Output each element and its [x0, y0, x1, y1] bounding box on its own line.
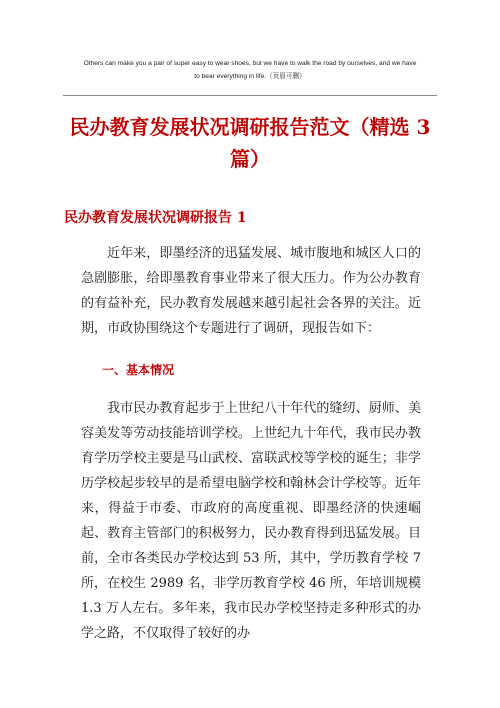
- header-divider: [63, 95, 437, 96]
- intro-paragraph: 近年来，即墨经济的迅猛发展、城市腹地和城区人口的急剧膨胀，给即墨教育事业带来了很大压力。作为公办教育的有益补充，民办教育发展越来越引起社会各界的关注。近期，市政协围绕这个专题进行了调研，现报告如下：: [81, 246, 421, 336]
- body-paragraph: 我市民办教育起步于上世纪八十年代的缝纫、厨师、美容美发等劳动技能培训学校。上世纪九十年代，我市民办教育学历学校主要是马山武校、富联武校等学校的诞生；非学历学校起步较早的是希望电脑学校和翰林会计学校等。近年来，得益于市委、市政府的高度重视、即墨经济的快速崛起、教育主管部门的积极努力，民办教育得到迅猛发展。目前，全市各类民办学校达到 53 所，其中，学历教育学校 7 所，在校生 2989 名，非学历教育学校 46 所，年培训规模 1.3 万人左右。多年来，我市民办学校坚持走多种形式的办学之路，不仅取得了较好的办: [81, 401, 421, 641]
- document-title-line-2: 篇）: [230, 147, 270, 171]
- header-line-2: to bear everything in life.（页眉可删）: [194, 72, 306, 80]
- header-line-1: Others can make you a pair of super easy to wear shoes, but we have to walk the road by ourselves, and we have: [83, 60, 417, 67]
- page-header: [50, 58, 450, 83]
- subheading-basic-situation: 一、基本情况: [102, 363, 175, 377]
- document-title: [66, 111, 434, 175]
- document-title-line-1: 民办教育发展状况调研报告范文（精选 3: [69, 115, 431, 139]
- section-title: 民办教育发展状况调研报告 1: [64, 210, 247, 226]
